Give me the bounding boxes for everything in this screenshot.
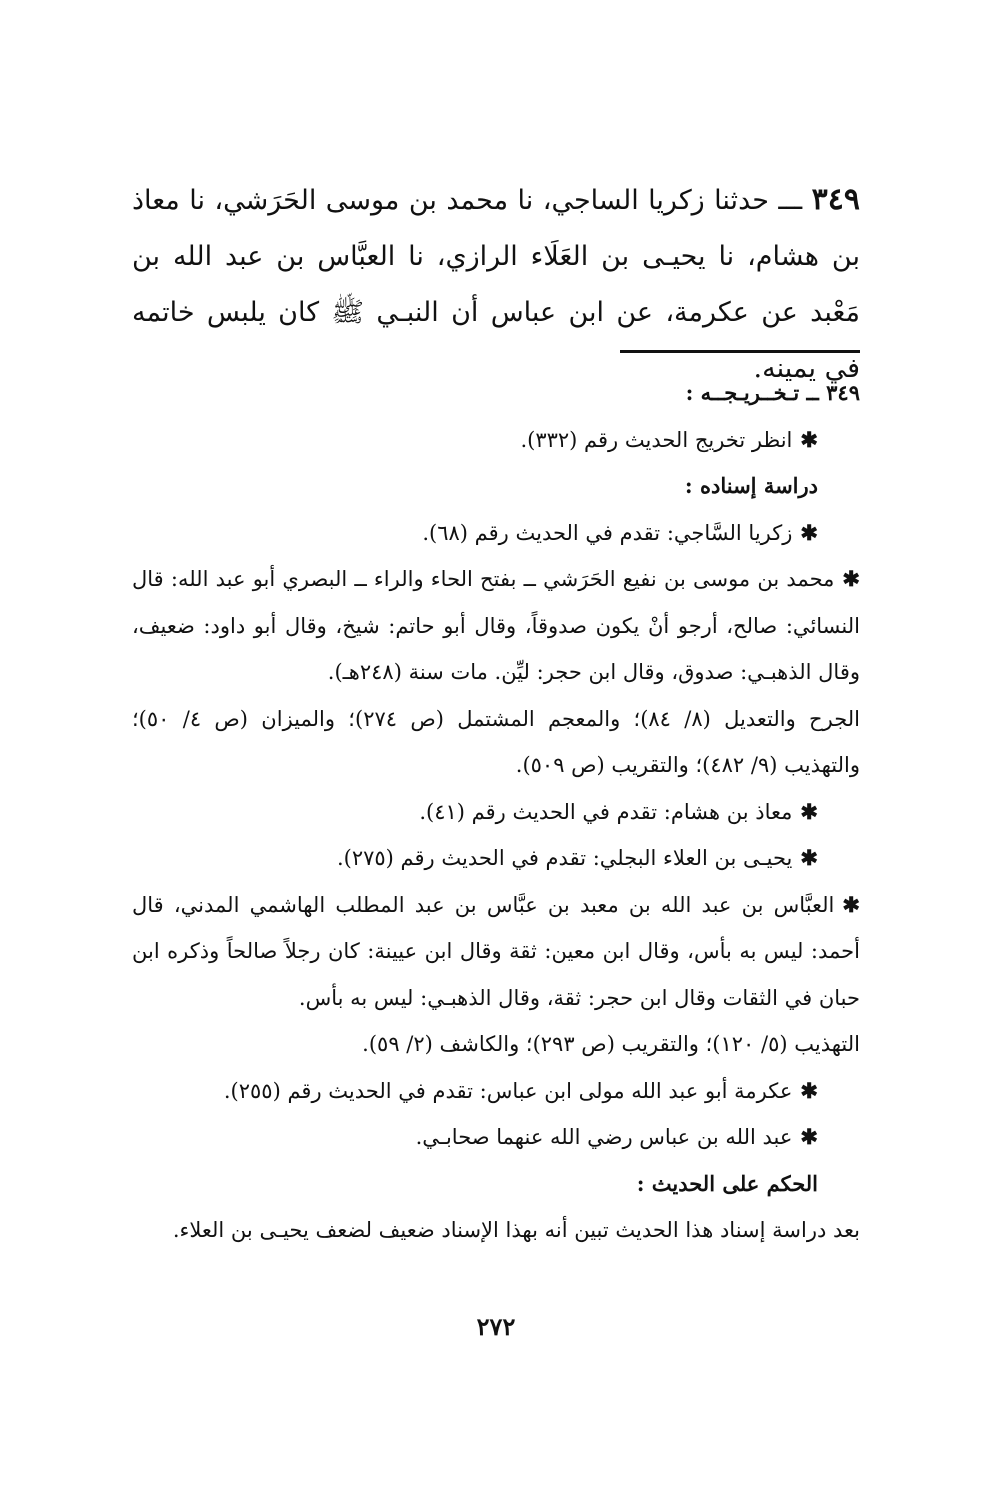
takhrij-line: ✱انظر تخريج الحديث رقم (٣٣٢). bbox=[520, 426, 818, 452]
bullet-star-icon: ✱ bbox=[800, 519, 818, 545]
footnotes-block bbox=[132, 370, 860, 1254]
narrator-entry: ✱محمد بن موسى بن نفيع الحَرَشي ــ بفتح الحاء والراء ــ البصري أبو عبد الله: قال النسائي: صالح، أرجو أنْ يكون صدوقاً، وقال أبو حاتم: شيخ، وقال أبو داود: ضعيف، وقال الذهبـي: صدوق، وقال ابن حجر: ليِّن. مات سنة (٢٤٨هـ). bbox=[132, 566, 860, 684]
page-number: ٢٧٢ bbox=[476, 1312, 516, 1341]
narrator-entry: ✱العبَّاس بن عبد الله بن معبد بن عبَّاس بن عبد المطلب الهاشمي المدني، قال أحمد: ليس به بأس، وقال ابن معين: ثقة وقال ابن عيينة: كان رجلاً صالحاً وذكره ابن حبان في الثقات وقال ابن حجر: ثقة، وقال الذهبـي: ليس به بأس. bbox=[132, 891, 860, 1010]
footnote-divider bbox=[620, 350, 860, 353]
hadith-body: حدثنا زكريا الساجي، نا محمد بن موسى الحَرَشي، نا معاذ بن هشام، نا يحيـى بن العَلَاء الرازي، نا العبَّاس بن عبد الله بن مَعْبد عن عكرمة، عن ابن عباس أن النبـي ﷺ كان يلبس خاتمه في يمينه. bbox=[132, 185, 860, 384]
bullet-star-icon: ✱ bbox=[842, 891, 860, 917]
bullet-star-icon: ✱ bbox=[800, 1124, 818, 1149]
narrator-entry: ✱زكريا السَّاجي: تقدم في الحديث رقم (٦٨). bbox=[422, 519, 818, 545]
hukm-heading: الحكم على الحديث : bbox=[636, 1170, 818, 1196]
narrator-sources: الجرح والتعديل (٨/ ٨٤)؛ والمعجم المشتمل (ص ٢٧٤)؛ والميزان (ص ٤/ ٥٠)؛ والتهذيب (٩/ ٤٨٢)؛ والتقريب (ص ٥٠٩). bbox=[132, 706, 860, 777]
bullet-star-icon: ✱ bbox=[800, 1077, 818, 1103]
hadith-number: ٣٤٩ bbox=[811, 182, 860, 217]
bullet-star-icon: ✱ bbox=[800, 845, 818, 870]
bullet-star-icon: ✱ bbox=[842, 566, 860, 591]
bullet-star-icon: ✱ bbox=[800, 426, 818, 452]
narrator-entry: ✱عكرمة أبو عبد الله مولى ابن عباس: تقدم في الحديث رقم (٢٥٥). bbox=[223, 1077, 818, 1103]
hadith-text-block bbox=[132, 172, 860, 397]
hukm-text: بعد دراسة إسناد هذا الحديث تبين أنه بهذا الإسناد ضعيف لضعف يحيـى بن العلاء. bbox=[172, 1218, 860, 1242]
bullet-star-icon: ✱ bbox=[800, 798, 818, 824]
isnad-heading: دراسة إسناده : bbox=[684, 473, 818, 498]
takhrij-label: ٣٤٩ ــ تـخــريـجــه : bbox=[685, 380, 860, 405]
narrator-entry: ✱يحيـى بن العلاء البجلي: تقدم في الحديث رقم (٢٧٥). bbox=[336, 845, 818, 870]
hadith-dash: ـــ bbox=[778, 185, 803, 216]
narrator-entry: ✱معاذ بن هشام: تقدم في الحديث رقم (٤١). bbox=[419, 798, 818, 824]
narrator-entry: ✱عبد الله بن عباس رضي الله عنهما صحابـي. bbox=[415, 1124, 818, 1149]
narrator-sources: التهذيب (٥/ ١٢٠)؛ والتقريب (ص ٢٩٣)؛ والكاشف (٢/ ٥٩). bbox=[362, 1032, 860, 1056]
